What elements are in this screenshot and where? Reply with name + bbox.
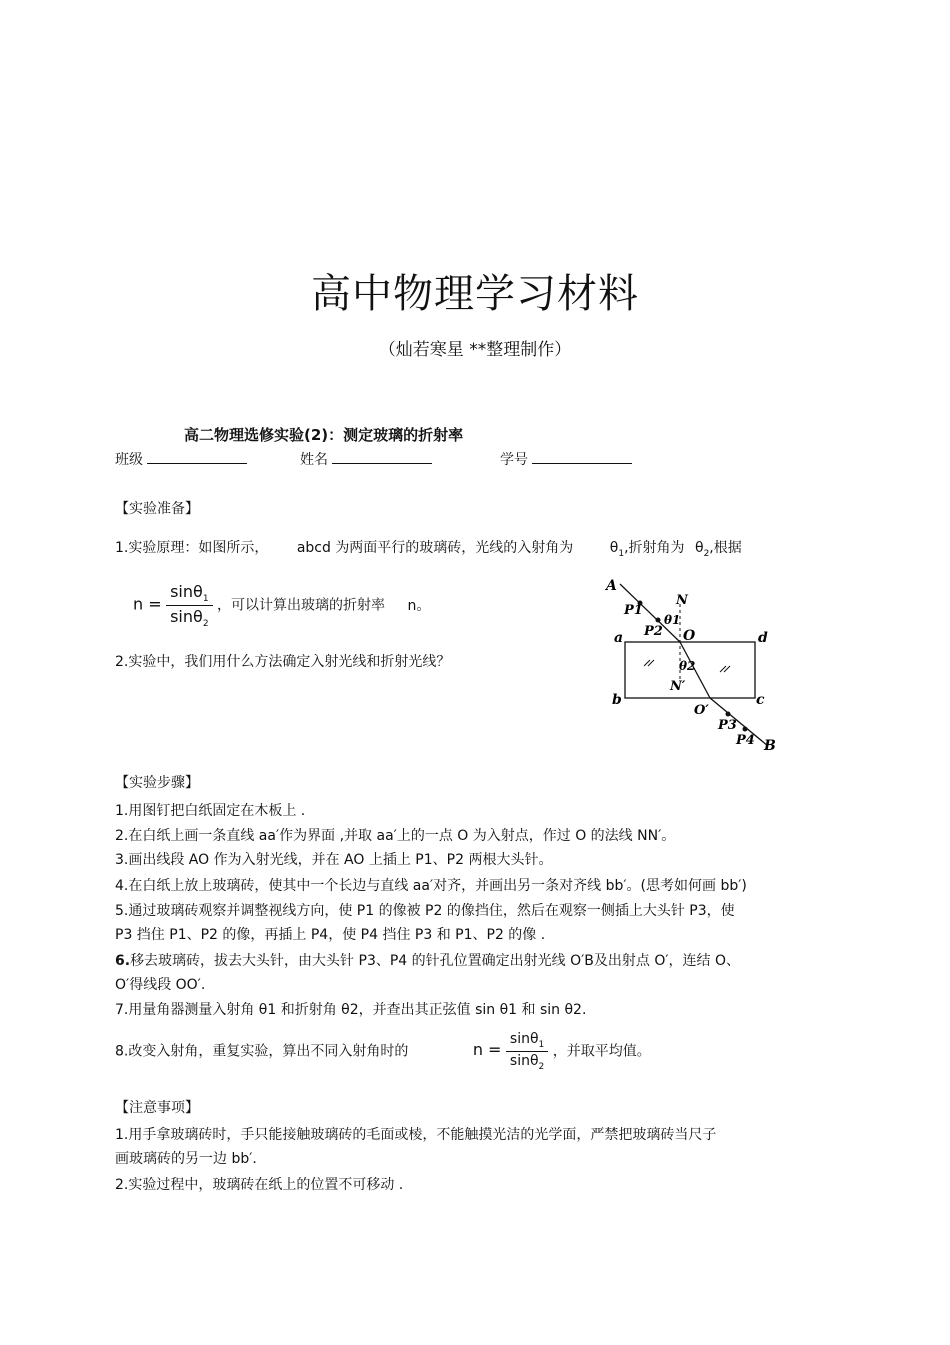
formula-tail: ，可以计算出玻璃的折射率 bbox=[217, 597, 385, 614]
name-blank bbox=[332, 451, 432, 464]
prep-q1-part-d: ,根据 bbox=[709, 540, 742, 556]
step-6-text: 移去玻璃砖，拔去大头针，由大头针 P3、P4 的针孔位置确定出射光线 O′B及出射点 O′，连结 O、 bbox=[130, 953, 741, 969]
note-1-line-1: 1.用手拿玻璃砖时，手只能接触玻璃砖的毛面或棱，不能触摸光洁的光学面，严禁把玻璃砖当尺子 bbox=[115, 1127, 717, 1143]
pin-p2 bbox=[656, 618, 661, 623]
label-A: A bbox=[606, 578, 617, 594]
formula-fraction: $\frac{\sin\theta_1}{\sin\theta_2}$ bbox=[166, 582, 212, 629]
step-5-line-1: 5.通过玻璃砖观察并调整视线方向，使 P1 的像被 P2 的像挡住，然后在观察一侧插上大头针 P3，使 bbox=[115, 903, 735, 919]
prep-q1-line bbox=[115, 537, 742, 559]
theta1-symbol: $\theta_1$ bbox=[609, 540, 625, 559]
note-2: 2.实验过程中，玻璃砖在纸上的位置不可移动 . bbox=[115, 1177, 404, 1193]
prep-q2: 2.实验中，我们用什么方法确定入射光线和折射光线？ bbox=[115, 654, 451, 670]
label-b: b bbox=[612, 692, 622, 708]
label-theta2: θ2 bbox=[679, 659, 696, 673]
page-subtitle: （灿若寒星 **整理制作） bbox=[378, 340, 572, 360]
label-N-prime: N′ bbox=[670, 679, 686, 694]
step-1: 1.用图钉把白纸固定在木板上 . bbox=[115, 803, 306, 819]
step-2: 2.在白纸上画一条直线 aa′作为界面 ,并取 aa′上的一点 O 为入射点，作过 O 的法线 NN′。 bbox=[115, 828, 676, 844]
label-N: N bbox=[676, 593, 688, 608]
prep-q1-part-c: ,折射角为 bbox=[624, 540, 685, 556]
label-a: a bbox=[614, 630, 624, 646]
label-O: O bbox=[683, 628, 696, 644]
name-label: 姓名 bbox=[300, 452, 328, 468]
step-8 bbox=[115, 1031, 651, 1072]
step-5-line-2: P3 挡住 P1、P2 的像，再插上 P4，使 P4 挡住 P3 和 P1、P2 的像 . bbox=[115, 927, 546, 943]
step-6-line-1 bbox=[115, 950, 740, 970]
step-6-number: 6. bbox=[115, 953, 131, 969]
step-8-tail: ，并取平均值。 bbox=[552, 1043, 651, 1060]
prep-section-title: 【实验准备】 bbox=[115, 501, 199, 517]
formula-n: n。 bbox=[407, 597, 431, 614]
pin-p4 bbox=[743, 727, 748, 732]
label-c: c bbox=[756, 692, 765, 708]
steps-section-title: 【实验步骤】 bbox=[115, 775, 199, 791]
step-8-text: 8.改变入射角，重复实验，算出不同入射角时的 bbox=[115, 1043, 409, 1060]
label-P3: P3 bbox=[718, 718, 737, 733]
formula-lhs: n = bbox=[133, 594, 162, 614]
class-blank bbox=[147, 451, 247, 464]
step-8-fraction: $\frac{\sin\theta_1}{\sin\theta_2}$ bbox=[506, 1031, 548, 1072]
refraction-formula bbox=[133, 582, 430, 629]
pin-p3 bbox=[726, 712, 731, 717]
note-1-line-2: 画玻璃砖的另一边 bb′. bbox=[115, 1151, 257, 1167]
step-3: 3.画出线段 AO 作为入射光线，并在 AO 上插上 P1、P2 两根大头针。 bbox=[115, 852, 553, 868]
student-id-blank bbox=[532, 451, 632, 464]
step-6-line-2: O′得线段 OO′. bbox=[115, 977, 206, 993]
theta2-symbol: $\theta_2$ bbox=[694, 540, 710, 559]
class-field bbox=[115, 449, 247, 469]
label-theta1: θ1 bbox=[664, 613, 681, 627]
class-label: 班级 bbox=[115, 452, 143, 468]
worksheet-heading: 高二物理选修实验(2)：测定玻璃的折射率 bbox=[184, 426, 464, 444]
label-P4: P4 bbox=[736, 733, 755, 748]
step-7: 7.用量角器测量入射角 θ1 和折射角 θ2，并查出其正弦值 sin θ1 和 sin θ2. bbox=[115, 1002, 587, 1018]
step-4: 4.在白纸上放上玻璃砖，使其中一个长边与直线 aa′对齐，并画出另一条对齐线 bb′。(思考如何画 bb′) bbox=[115, 878, 747, 894]
refraction-diagram bbox=[600, 574, 785, 759]
label-B: B bbox=[764, 738, 776, 754]
prep-q1-part-a: 1.实验原理：如图所示， bbox=[115, 540, 269, 556]
label-d: d bbox=[758, 630, 768, 646]
prep-q1-part-b: abcd 为两面平行的玻璃砖，光线的入射角为 bbox=[296, 540, 574, 556]
student-id-label: 学号 bbox=[500, 452, 528, 468]
step-8-formula-lhs: n = bbox=[472, 1040, 502, 1060]
student-id-field bbox=[500, 449, 632, 469]
page-title: 高中物理学习材料 bbox=[311, 271, 639, 317]
label-P1: P1 bbox=[624, 603, 643, 618]
label-P2: P2 bbox=[644, 624, 663, 639]
notes-section-title: 【注意事项】 bbox=[115, 1100, 199, 1116]
label-O-prime: O′ bbox=[694, 703, 709, 718]
name-field bbox=[300, 449, 432, 469]
